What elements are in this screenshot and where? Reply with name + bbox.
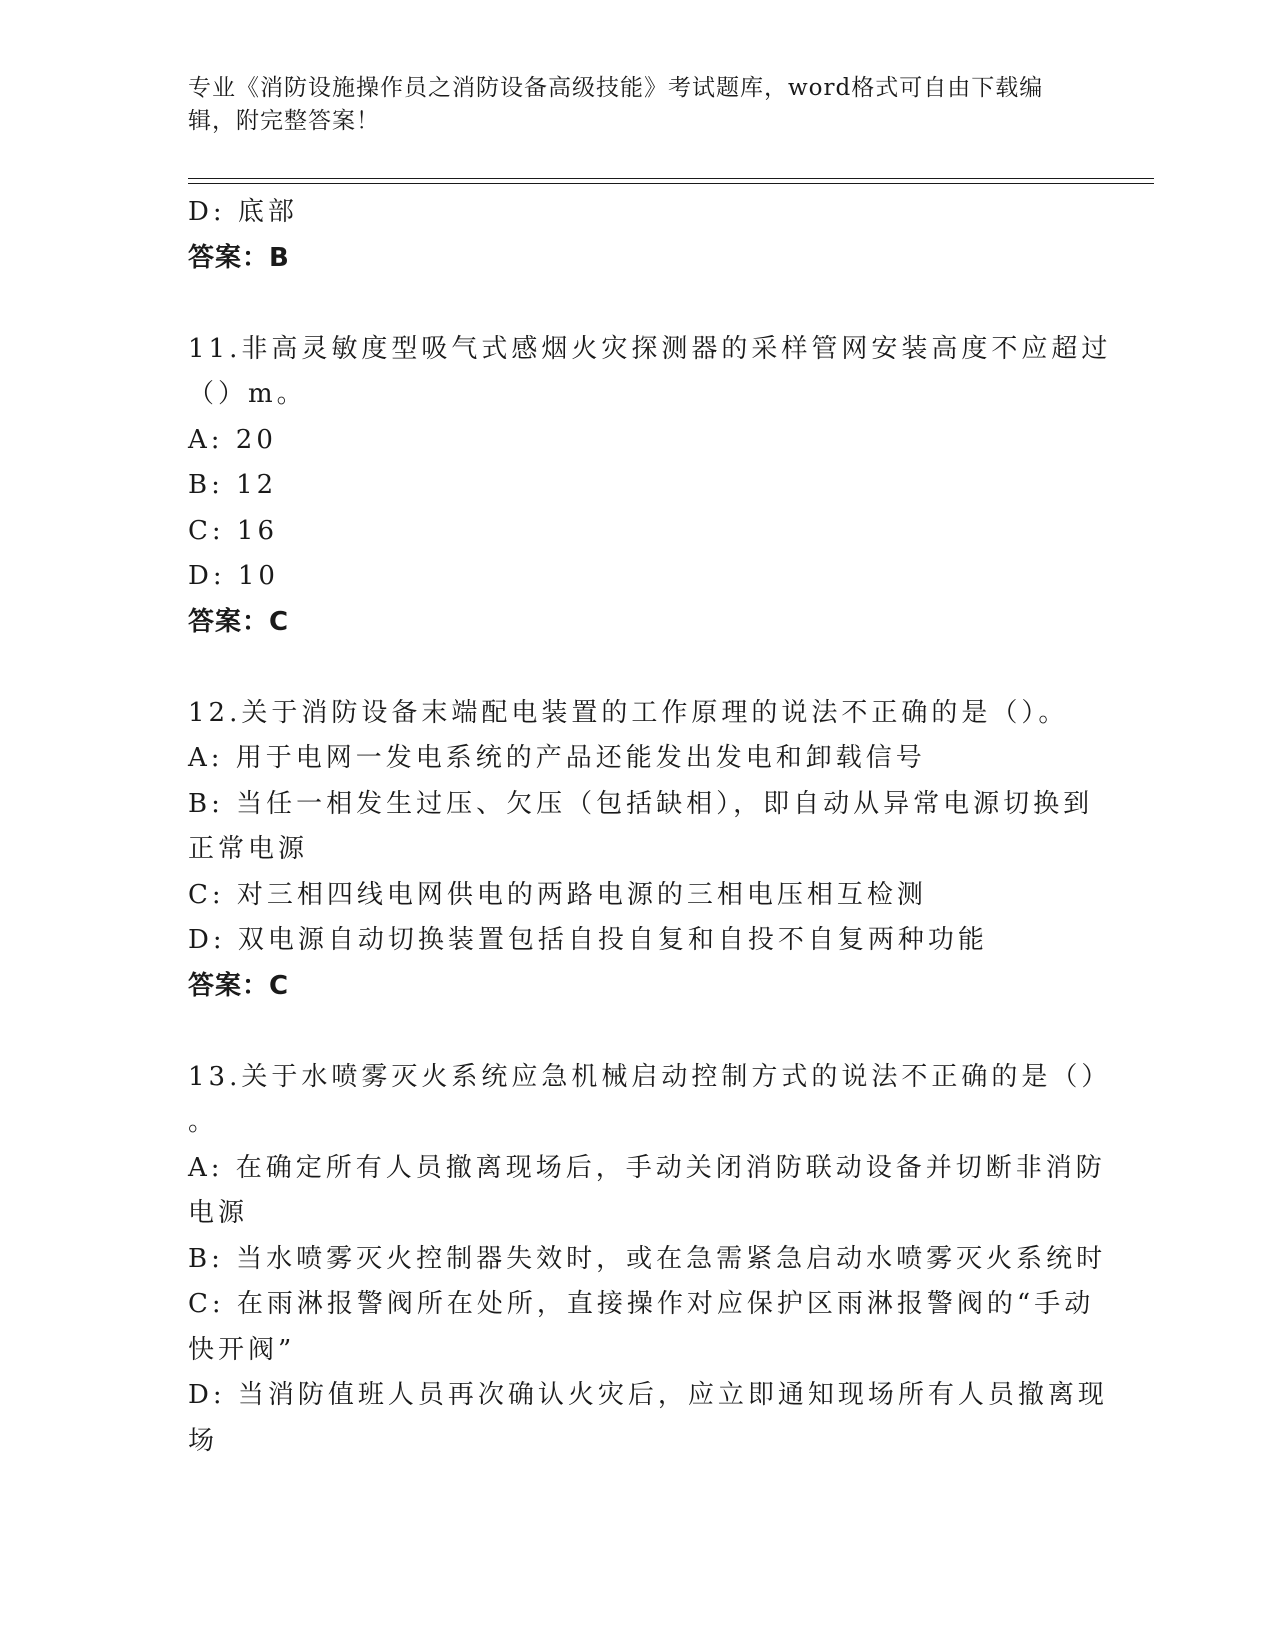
header-divider-top bbox=[188, 178, 1154, 179]
option-a: A: 用于电网一发电系统的产品还能发出发电和卸载信号 bbox=[188, 743, 926, 773]
spacer bbox=[188, 1009, 1088, 1055]
option-b-continued: 正常电源 bbox=[188, 834, 309, 864]
option-d: D: 底部 bbox=[188, 197, 298, 227]
option-d: D: 当消防值班人员再次确认火灾后，应立即通知现场所有人员撤离现 bbox=[188, 1380, 1108, 1410]
option-a: A: 20 bbox=[188, 424, 277, 455]
option-b: B: 当水喷雾灭火控制器失效时，或在急需紧急启动水喷雾灭火系统时 bbox=[188, 1243, 1107, 1274]
question-content bbox=[188, 190, 1112, 1464]
option-b: B: 当任一相发生过压、欠压（包括缺相），即自动从异常电源切换到 bbox=[188, 788, 1094, 819]
question-stem: 11.非高灵敏度型吸气式感烟火灾探测器的采样管网安装高度不应超过 bbox=[188, 333, 1112, 364]
question-stem: 12.关于消防设备末端配电装置的工作原理的说法不正确的是（）。 bbox=[188, 697, 1069, 728]
option-a-continued: 电源 bbox=[188, 1198, 249, 1228]
answer-label: 答案：C bbox=[188, 970, 290, 1001]
option-c-continued: 快开阀” bbox=[188, 1334, 296, 1365]
question-10 bbox=[188, 190, 1088, 281]
header-line-1: 专业《消防设施操作员之消防设备高级技能》考试题库，word格式可自由下载编 bbox=[188, 75, 1044, 101]
option-c: C: 在雨淋报警阀所在处所，直接操作对应保护区雨淋报警阀的“手动 bbox=[188, 1289, 1095, 1319]
option-a: A: 在确定所有人员撤离现场后，手动关闭消防联动设备并切断非消防 bbox=[188, 1152, 1106, 1183]
question-stem-continued: 。 bbox=[188, 1107, 219, 1137]
question-stem: 13.关于水喷雾灭火系统应急机械启动控制方式的说法不正确的是（） bbox=[188, 1061, 1112, 1092]
question-13 bbox=[188, 1055, 1112, 1465]
spacer bbox=[188, 645, 1088, 691]
option-d-continued: 场 bbox=[188, 1425, 219, 1456]
page-header bbox=[188, 72, 1068, 138]
option-d: D: 10 bbox=[188, 561, 279, 591]
option-c: C: 16 bbox=[188, 515, 279, 546]
answer-label: 答案：B bbox=[188, 242, 290, 273]
spacer bbox=[188, 281, 1088, 327]
option-b: B: 12 bbox=[188, 470, 278, 500]
header-divider-bottom bbox=[188, 183, 1154, 184]
header-line-2: 辑，附完整答案！ bbox=[188, 108, 380, 134]
question-stem-continued: （）m。 bbox=[188, 379, 307, 409]
answer-label: 答案：C bbox=[188, 606, 290, 637]
question-12 bbox=[188, 691, 1094, 1010]
option-c: C: 对三相四线电网供电的两路电源的三相电压相互检测 bbox=[188, 879, 927, 910]
option-d: D: 双电源自动切换装置包括自投自复和自投不自复两种功能 bbox=[188, 925, 988, 955]
question-11 bbox=[188, 327, 1112, 646]
